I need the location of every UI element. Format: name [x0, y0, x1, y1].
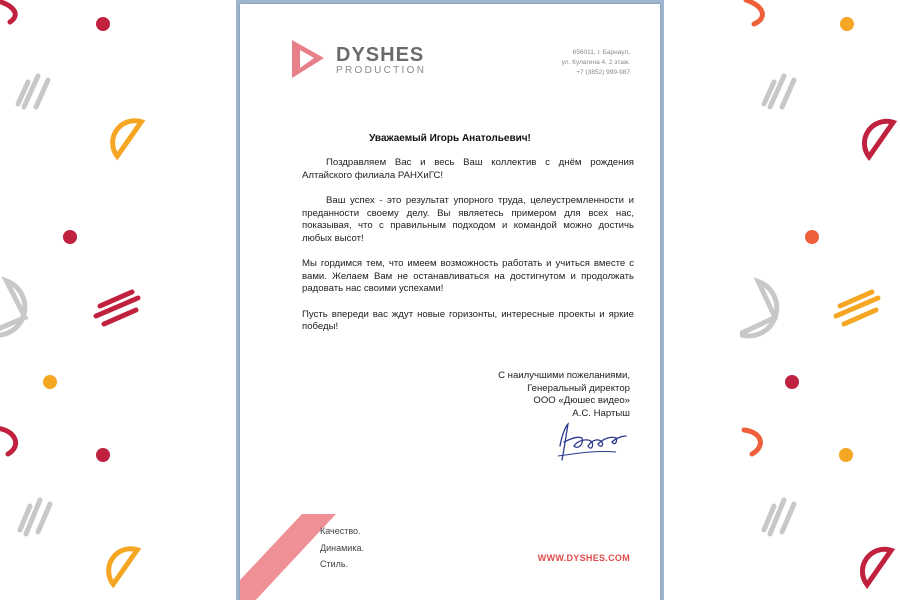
company-name: DYSHES — [336, 44, 425, 66]
decor-lines-icon — [96, 292, 138, 324]
paragraph: Мы гордимся тем, что имеем возможность работать и учиться вместе с вами. Желаем Вам не останавливаться на достигнутом и продолжать радовать нас своими успехами! — [302, 258, 634, 294]
decor-hook-icon — [0, 428, 16, 454]
decor-half-circle-icon — [854, 541, 891, 584]
decor-right — [740, 0, 900, 600]
signature-mark — [554, 416, 628, 464]
decor-half-circle-icon — [856, 113, 893, 156]
decor-dot — [785, 375, 799, 389]
decor-slashes-icon — [764, 500, 794, 534]
closing-line: С наилучшими пожеланиями, — [498, 370, 630, 381]
decor-dot — [805, 230, 819, 244]
company-address — [490, 48, 630, 78]
website-link[interactable]: WWW.DYSHES.COM — [537, 553, 630, 563]
decor-dot — [96, 17, 110, 31]
decor-hook-icon — [0, 0, 15, 22]
closing-line: Генеральный директор — [527, 382, 630, 394]
decor-half-circle-icon — [740, 282, 785, 344]
decor-slashes-icon — [20, 500, 50, 534]
address-line: ул. Кулагина 4, 2 этаж. — [561, 59, 630, 66]
decor-dot — [839, 448, 853, 462]
letter-body — [302, 157, 634, 347]
motto-line: Качество. — [320, 526, 361, 536]
decor-dot — [96, 448, 110, 462]
decor-half-circle-icon — [105, 113, 142, 156]
decor-lines-icon — [836, 292, 878, 324]
decor-slashes-icon — [764, 76, 794, 107]
paragraph: Ваш успех - это результат упорного труда, целеустремленности и преданности своему делу. Вы являетесь примером для всех нас, показывая, что с правильным подходом и командой можно достичь любых высот! — [302, 195, 634, 244]
company-motto — [320, 523, 364, 573]
decor-dot — [63, 230, 77, 244]
phone-number: +7 (3852) 999-987 — [576, 69, 630, 76]
salutation: Уважаемый Игорь Анатольевич! — [369, 133, 531, 144]
company-subtitle: PRODUCTION — [336, 65, 427, 76]
letter-page — [240, 4, 660, 600]
signer-name: А.С. Нартыш — [572, 407, 630, 419]
motto-line: Динамика. — [320, 542, 364, 553]
closing-line: ООО «Дюшес видео» — [533, 395, 630, 406]
decor-hook-icon — [744, 430, 760, 454]
motto-line: Стиль. — [320, 559, 349, 569]
decor-dot — [43, 375, 57, 389]
decor-hook-icon — [746, 0, 762, 24]
decor-dot — [840, 17, 854, 31]
letter-closing — [410, 370, 630, 420]
decor-left — [0, 0, 160, 600]
paragraph: Поздравляем Вас и весь Ваш коллектив с днём рождения Алтайского филиала РАНХиГС! — [302, 157, 634, 181]
decor-slashes-icon — [18, 76, 48, 107]
decor-half-circle-icon — [0, 281, 35, 344]
paragraph: Пусть впереди вас ждут новые горизонты, интересные проекты и яркие победы! — [302, 308, 634, 332]
address-line: 656011, г. Барнаул, — [572, 49, 630, 56]
decor-half-circle-icon — [101, 541, 138, 584]
